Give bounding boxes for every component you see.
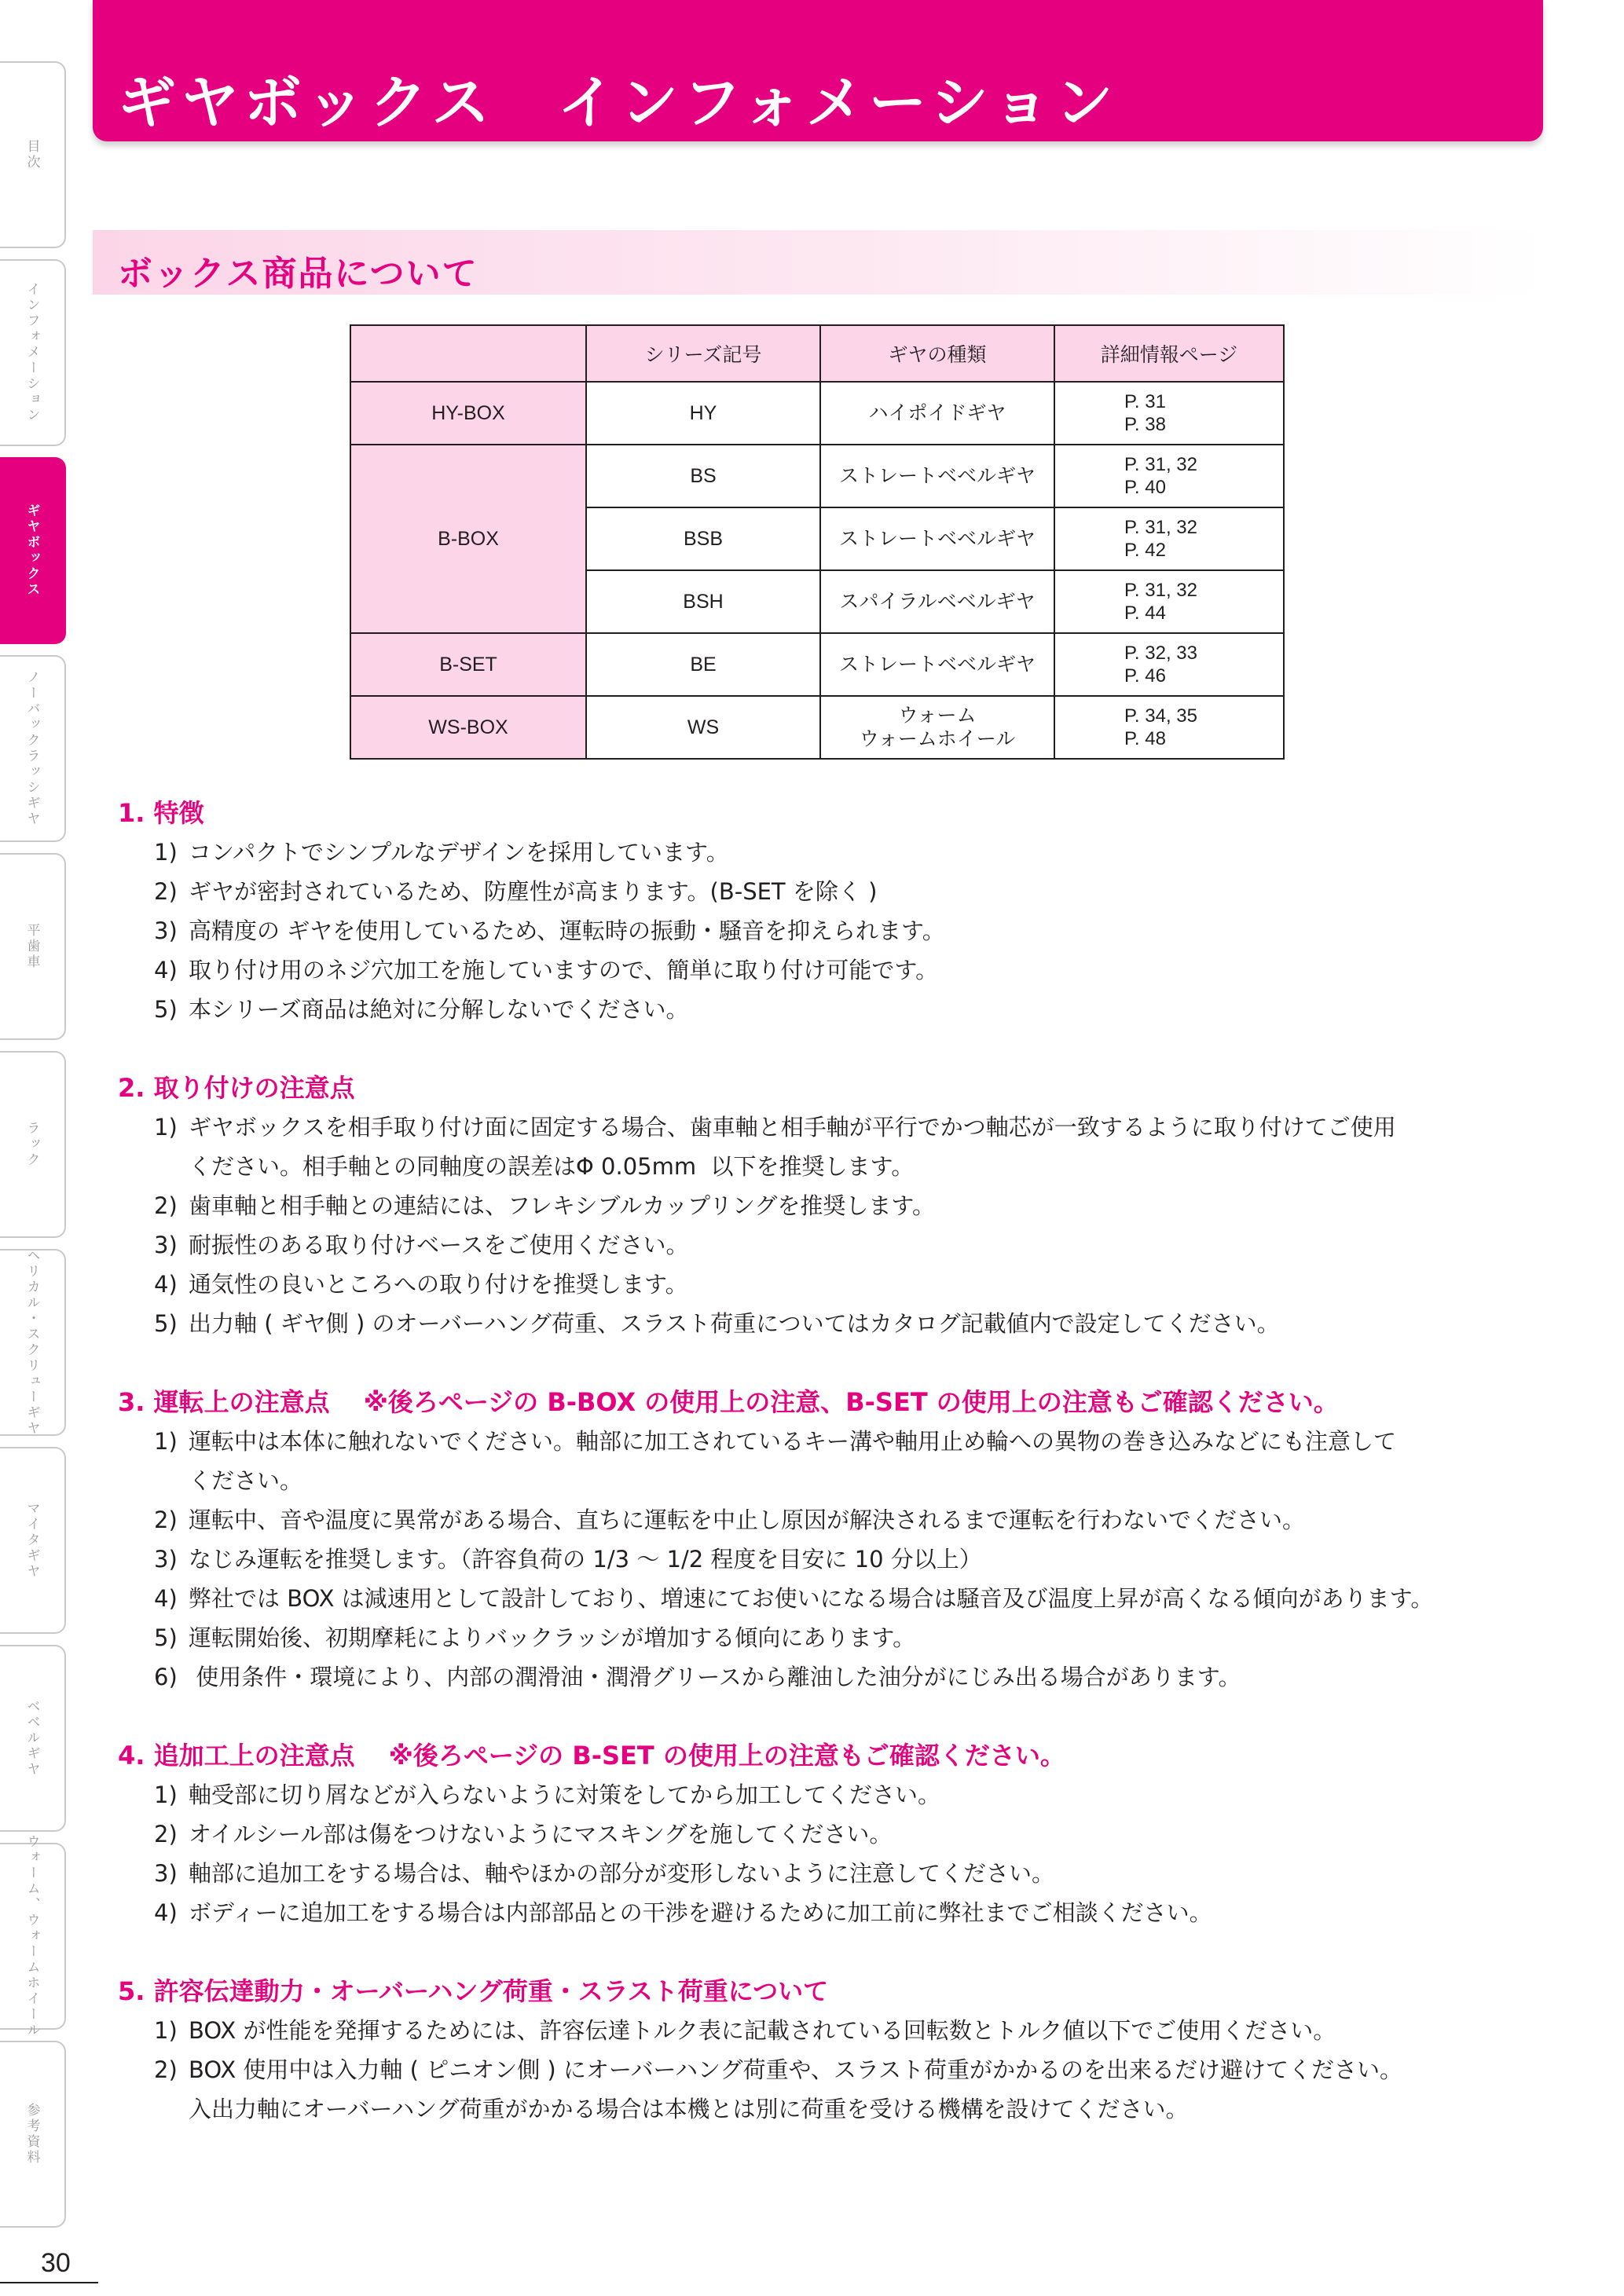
item-text: ボディーに追加工をする場合は内部部品との干渉を避けるために加工前に弊社までご相談ください。 (189, 1899, 1212, 1926)
table-row (350, 633, 1284, 696)
series-name-cell: B-SET (350, 633, 586, 696)
item-number: 2) (154, 1192, 178, 1219)
list-item (118, 1540, 1540, 1579)
page-ref: P. 42 (1124, 540, 1166, 561)
section-heading: 4. 追加工上の注意点 ※後ろページの B-SET の使用上の注意もご確認ください。 (118, 1741, 1065, 1771)
page-ref: P. 31, 32 (1124, 580, 1197, 601)
detail-page-cell (1054, 382, 1284, 445)
page-number-rule (0, 2282, 98, 2283)
side-tab-label: 平歯車 (24, 923, 40, 970)
page-ref: P. 31, 32 (1124, 517, 1197, 538)
item-text: コンパクトでシンプルなデザインを採用しています。 (189, 839, 729, 866)
page-ref: P. 40 (1124, 477, 1166, 498)
list-item (118, 1500, 1540, 1540)
item-number: 4) (154, 957, 178, 983)
detail-page-cell (1054, 507, 1284, 570)
item-text: 弊社では BOX は減速用として設計しており、増速にてお使いになる場合は騒音及び温度上昇が高くなる傾向があります。 (189, 1585, 1434, 1612)
gear-type-cell: ハイポイドギヤ (820, 382, 1054, 445)
gear-type-cell: ストレートベベルギヤ (820, 633, 1054, 696)
side-tab-label: ベベルギヤ (24, 1699, 40, 1778)
section-title: ボックス商品について (118, 254, 478, 294)
section-gap (118, 1343, 1540, 1382)
side-tab-worm-gear[interactable] (0, 1834, 66, 2038)
list-item (118, 1893, 1540, 1932)
side-tab-spur-gear[interactable] (0, 853, 66, 1040)
table-header-cell: 詳細情報ページ (1054, 325, 1284, 382)
list-item (118, 2050, 1540, 2129)
item-text: ギヤボックスを相手取り付け面に固定する場合、歯車軸と相手軸が平行でかつ軸芯が一致するように取り付けてご使用 ください。相手軸との同軸度の誤差はΦ 0.05mm 以下を推奨します。 (189, 1114, 1396, 1180)
side-tab-bevel-gear[interactable] (0, 1645, 66, 1832)
detail-page-cell (1054, 445, 1284, 507)
side-tab-label: ノーバックラッシギヤ (24, 670, 40, 827)
item-number: 5) (154, 996, 178, 1023)
series-code-cell: HY (586, 382, 820, 445)
side-tab-gearbox[interactable] (0, 457, 66, 644)
item-number: 5) (154, 1624, 178, 1651)
side-tab-label: ギヤボックス (24, 504, 40, 598)
list-item (118, 950, 1540, 990)
page-ref: P. 34, 35 (1124, 705, 1197, 727)
page-ref: P. 48 (1124, 728, 1166, 749)
series-name-cell: WS-BOX (350, 696, 586, 759)
item-number: 4) (154, 1585, 178, 1612)
list-item (118, 1225, 1540, 1265)
item-number: 2) (154, 1821, 178, 1847)
section-machining-notes (118, 1736, 1540, 1932)
list-item (118, 2011, 1540, 2050)
section-load-ratings (118, 1972, 1540, 2129)
list-item (118, 1775, 1540, 1814)
side-tab-contents[interactable] (0, 61, 66, 248)
item-text: 通気性の良いところへの取り付けを推奨します。 (189, 1271, 688, 1298)
list-item (118, 833, 1540, 872)
item-number: 3) (154, 917, 178, 944)
item-text: 軸部に追加工をする場合は、軸やほかの部分が変形しないように注意してください。 (189, 1860, 1055, 1887)
item-number: 6) (154, 1664, 178, 1690)
item-text: なじみ運転を推奨します。（許容負荷の 1/3 ～ 1/2 程度を目安に 10 分以上） (189, 1546, 982, 1573)
list-item (118, 990, 1540, 1029)
list-item (118, 1186, 1540, 1225)
list-item (118, 1814, 1540, 1854)
side-tab-helical-screw-gear[interactable] (0, 1249, 66, 1436)
side-tab-label: インフォメーション (24, 282, 40, 423)
item-number: 4) (154, 1271, 178, 1298)
list-item (118, 1579, 1540, 1618)
gear-type-cell: ストレートベベルギヤ (820, 445, 1054, 507)
section-gap (118, 1932, 1540, 1972)
series-code-cell: BS (586, 445, 820, 507)
section-gap (118, 1697, 1540, 1736)
side-tab-label: 目次 (24, 139, 40, 170)
list-item (118, 911, 1540, 950)
page-number: 30 (41, 2248, 71, 2278)
item-number: 3) (154, 1860, 178, 1887)
item-number: 3) (154, 1546, 178, 1573)
item-text: 使用条件・環境により、内部の潤滑油・潤滑グリースから離油した油分がにじみ出る場合があります。 (189, 1664, 1241, 1690)
gear-type-cell: スパイラルベベルギヤ (820, 570, 1054, 633)
item-number: 2) (154, 1507, 178, 1533)
box-products-table (350, 324, 1285, 760)
item-number: 3) (154, 1232, 178, 1258)
page-ref: P. 44 (1124, 602, 1166, 624)
item-text: 運転中、音や温度に異常がある場合、直ちに運転を中止し原因が解決されるまで運転を行わないでください。 (189, 1507, 1306, 1533)
section-heading: 5. 許容伝達動力・オーバーハング荷重・スラスト荷重について (118, 1976, 829, 2006)
item-number: 1) (154, 839, 178, 866)
page-ref: P. 31 (1124, 391, 1166, 412)
item-number: 1) (154, 1114, 178, 1141)
page-title: ギヤボックス インフォメーション (118, 69, 1118, 137)
item-text: 高精度の ギヤを使用しているため、運転時の振動・騒音を抑えられます。 (189, 917, 945, 944)
item-text: ギヤが密封されているため、防塵性が高まります。(B-SET を除く ) (189, 878, 878, 905)
item-number: 4) (154, 1899, 178, 1926)
list-item (118, 1108, 1540, 1186)
series-name-cell: HY-BOX (350, 382, 586, 445)
table-row (350, 445, 1284, 507)
side-tab-label: ヘリカル・スクリューギヤ (24, 1248, 40, 1437)
series-code-cell: BSH (586, 570, 820, 633)
item-text: 歯車軸と相手軸との連結には、フレキシブルカップリングを推奨します。 (189, 1192, 936, 1219)
section-heading: 3. 運転上の注意点 ※後ろページの B-BOX の使用上の注意、B-SET の使用上の注意もご確認ください。 (118, 1387, 1339, 1417)
item-text: 運転中は本体に触れないでください。軸部に加工されているキー溝や軸用止め輪への異物の巻き込みなどにも注意して ください。 (189, 1428, 1397, 1494)
section-mounting-notes (118, 1068, 1540, 1343)
detail-page-cell (1054, 696, 1284, 759)
list-item (118, 1304, 1540, 1343)
list-item (118, 1618, 1540, 1657)
gear-type-cell: ストレートベベルギヤ (820, 507, 1054, 570)
table-header-cell (350, 325, 586, 382)
item-text: BOX が性能を発揮するためには、許容伝達トルク表に記載されている回転数とトルク値以下でご使用ください。 (189, 2017, 1336, 2044)
list-item (118, 1265, 1540, 1304)
side-tab-information[interactable] (0, 259, 66, 446)
series-code-cell: BE (586, 633, 820, 696)
side-tab-label: ラック (24, 1121, 40, 1168)
item-text: 出力軸 ( ギヤ側 ) のオーバーハング荷重、スラスト荷重についてはカタログ記載値内で設定してください。 (189, 1310, 1280, 1337)
notes-content (118, 793, 1540, 2129)
table-header-cell: シリーズ記号 (586, 325, 820, 382)
page-ref: P. 38 (1124, 414, 1166, 435)
list-item (118, 1422, 1540, 1500)
side-tab-label: ウォーム、ウォームホイール (24, 1834, 40, 2038)
page-ref: P. 46 (1124, 665, 1166, 687)
item-number: 2) (154, 878, 178, 905)
series-name-cell: B-BOX (350, 445, 586, 633)
side-tab-no-backlash-gear[interactable] (0, 655, 66, 842)
series-code-cell: BSB (586, 507, 820, 570)
item-text: BOX 使用中は入力軸 ( ピニオン側 ) にオーバーハング荷重や、スラスト荷重がかかるのを出来るだけ避けてください。 入出力軸にオーバーハング荷重がかかる場合は本機とは別に荷重を受ける機構を設けてください。 (189, 2056, 1403, 2122)
list-item (118, 1657, 1540, 1697)
page-ref: P. 31, 32 (1124, 454, 1197, 475)
side-tab-reference[interactable] (0, 2041, 66, 2228)
item-text: 耐振性のある取り付けベースをご使用ください。 (189, 1232, 689, 1258)
item-text: 軸受部に切り屑などが入らないように対策をしてから加工してください。 (189, 1782, 941, 1808)
item-number: 1) (154, 1428, 178, 1455)
section-features (118, 793, 1540, 1029)
side-tab-miter-gear[interactable] (0, 1447, 66, 1634)
list-item (118, 872, 1540, 911)
table-row (350, 382, 1284, 445)
detail-page-cell (1054, 570, 1284, 633)
item-text: 本シリーズ商品は絶対に分解しないでください。 (189, 996, 689, 1023)
table-header-row (350, 325, 1284, 382)
side-tab-label: マイタギヤ (24, 1501, 40, 1580)
section-gap (118, 1029, 1540, 1068)
table-header-cell: ギヤの種類 (820, 325, 1054, 382)
side-tab-label: 参考資料 (24, 2103, 40, 2166)
item-number: 2) (154, 2056, 178, 2083)
table-row (350, 696, 1284, 759)
list-item (118, 1854, 1540, 1893)
item-number: 1) (154, 1782, 178, 1808)
section-heading: 1. 特徴 (118, 798, 204, 828)
item-number: 5) (154, 1310, 178, 1337)
item-number: 1) (154, 2017, 178, 2044)
gear-type-line: ウォームホイール (859, 728, 1016, 750)
gear-type-line: ウォーム (898, 705, 977, 727)
item-text: 取り付け用のネジ穴加工を施していますので、簡単に取り付け可能です。 (189, 957, 939, 983)
section-heading: 2. 取り付けの注意点 (118, 1073, 355, 1103)
gear-type-cell (820, 696, 1054, 759)
item-text: 運転開始後、初期摩耗によりバックラッシが増加する傾向にあります。 (189, 1624, 916, 1651)
item-text: オイルシール部は傷をつけないようにマスキングを施してください。 (189, 1821, 893, 1847)
series-code-cell: WS (586, 696, 820, 759)
side-tab-rack[interactable] (0, 1051, 66, 1238)
page-ref: P. 32, 33 (1124, 643, 1197, 664)
section-operation-notes (118, 1382, 1540, 1697)
detail-page-cell (1054, 633, 1284, 696)
